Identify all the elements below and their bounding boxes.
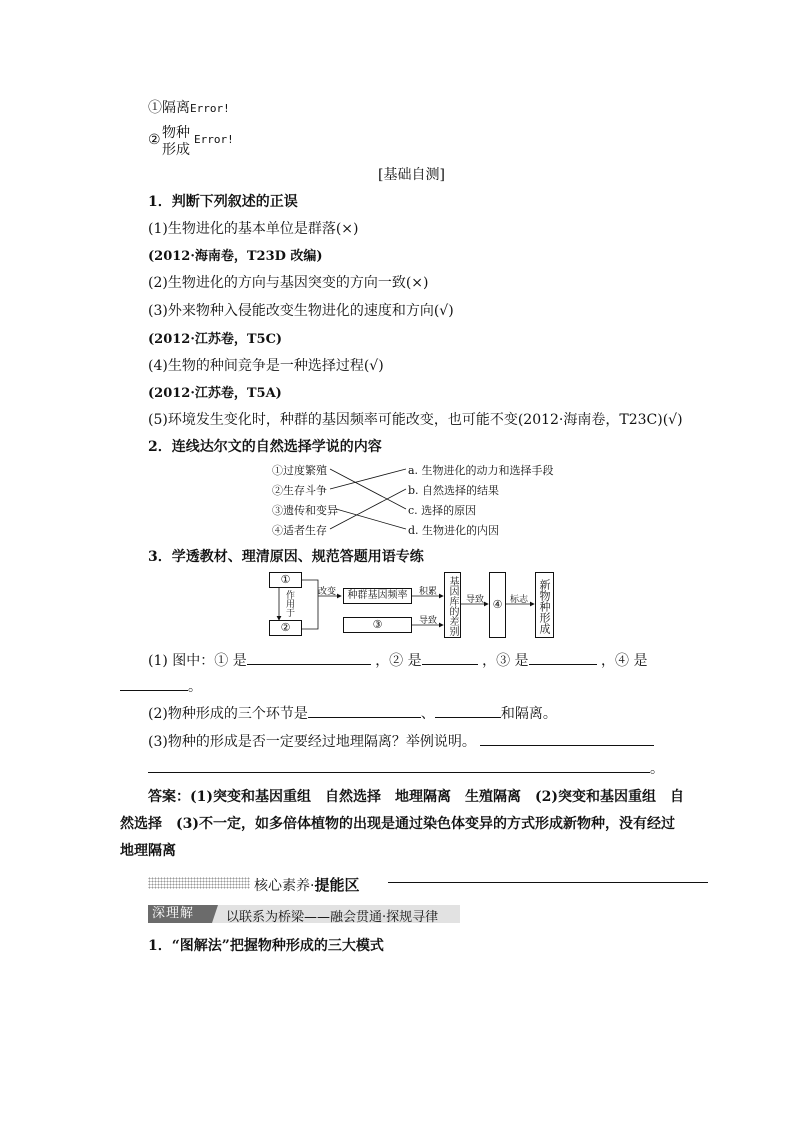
q3-sub3-text: (3)物种的形成是否一定要经过地理隔离？举例说明。 — [148, 734, 476, 750]
diagram-change-label: 改变 — [318, 587, 337, 597]
diagram-lead-label: 导致 — [466, 595, 485, 605]
answer-line-1: 答案：(1)突变和基因重组 自然选择 地理隔离 生殖隔离 (2)突变和基因重组 自 — [148, 789, 684, 805]
banner-dots — [148, 877, 250, 889]
banner-title — [254, 874, 359, 895]
q3-sub1 — [148, 650, 647, 670]
banner-rule — [388, 882, 708, 883]
banner-title-a: 核心素养· — [254, 878, 315, 894]
q2-title: 2．连线达尔文的自然选择学说的内容 — [148, 439, 382, 455]
q3-sub1-a: (1) 图中：① 是 — [148, 653, 247, 669]
diagram-newsp-box: 新物种形成 — [535, 572, 554, 638]
q2-right-item: c. 选择的原因 — [408, 504, 477, 517]
blank-7[interactable] — [480, 731, 654, 746]
diagram-act-label: 作用于 — [284, 590, 294, 617]
deep-tag: 深理解 — [148, 905, 212, 923]
q3-sub1-b: ，② 是 — [375, 653, 422, 669]
blank-3[interactable] — [529, 650, 597, 665]
intro-error-1: Error! — [190, 102, 230, 115]
q2-left-item: ③遗传和变异 — [272, 504, 338, 517]
q3-sub3-end: 。 — [650, 761, 664, 777]
banner-title-b: 提能区 — [314, 876, 360, 894]
blank-2[interactable] — [422, 650, 478, 665]
diagram-box-3: ③ — [343, 617, 412, 633]
blank-5[interactable] — [308, 703, 421, 718]
diagram-box-4: ④ — [489, 572, 506, 638]
q1-item: (4)生物的种间竞争是一种选择过程(√) — [148, 358, 384, 374]
intro-species-bottom: 形成 — [162, 142, 190, 158]
blank-8[interactable] — [148, 758, 650, 773]
diagram-freq-box: 种群基因频率 — [343, 588, 412, 604]
q1-item: (1)生物进化的基本单位是群落(×) — [148, 221, 359, 237]
q2-left-item: ④适者生存 — [272, 524, 327, 537]
q2-right-item: a. 生物进化的动力和选择手段 — [408, 464, 554, 477]
q2-right-item: b. 自然选择的结果 — [408, 484, 500, 497]
q1-source: (2012·江苏卷，T5C) — [148, 332, 283, 347]
q3-sub2-a: (2)物种形成的三个环节是 — [148, 706, 308, 722]
q2-left-item: ②生存斗争 — [272, 484, 327, 497]
intro-species-top: 物种 — [162, 125, 190, 141]
q3-sub3-cont — [148, 758, 664, 778]
diagram-lead-label: 导致 — [419, 616, 438, 626]
q1-item: (3)外来物种入侵能改变生物进化的速度和方向(√) — [148, 303, 454, 319]
section-header: [基础自测] — [378, 167, 445, 183]
q3-sub2 — [148, 703, 557, 723]
q3-sub1-c: ，③ 是 — [482, 653, 529, 669]
answer-line-2: 然选择 (3)不一定，如多倍体植物的出现是通过染色体变异的方式形成新物种，没有经过 — [120, 816, 675, 832]
intro-error-2: Error! — [194, 133, 234, 146]
last-item: 1．“图解法”把握物种形成的三大模式 — [148, 938, 384, 954]
diagram-mark-label: 标志 — [510, 595, 529, 605]
q1-source: (2012·江苏卷，T5A) — [148, 386, 282, 401]
q3-title: 3．学透教材、理清原因、规范答题用语专练 — [148, 549, 424, 565]
diagram-pool-box: 基因库的差别 — [444, 572, 461, 638]
deep-text: 以联系为桥梁——融会贯通·探规寻律 — [226, 910, 439, 925]
q3-sub2-c: 和隔离。 — [500, 706, 557, 722]
diagram-box-2: ② — [269, 620, 302, 636]
intro-num-2: ② — [148, 132, 161, 148]
q3-sub1-end: 。 — [188, 679, 202, 695]
q2-left-item: ①过度繁殖 — [272, 464, 327, 477]
q3-sub3 — [148, 731, 654, 751]
q3-sub1-d: ，④ 是 — [601, 653, 648, 669]
q3-sub1-cont — [120, 676, 202, 696]
q1-item: (5)环境发生变化时，种群的基因频率可能改变，也可能不变(2012·海南卷，T23C)(√) — [148, 412, 683, 428]
blank-4[interactable] — [120, 676, 188, 691]
q1-item: (2)生物进化的方向与基因突变的方向一致(×) — [148, 275, 429, 291]
q3-sub2-b: 、 — [420, 706, 435, 722]
q2-right-item: d. 生物进化的内因 — [408, 524, 500, 537]
blank-6[interactable] — [435, 703, 501, 718]
intro-isolation-label: ①隔离 — [148, 100, 190, 116]
answer-line-3: 地理隔离 — [120, 843, 176, 859]
q1-title: 1．判断下列叙述的正误 — [148, 194, 298, 210]
blank-1[interactable] — [247, 650, 371, 665]
deep-tag-slant — [208, 905, 218, 923]
diagram-accum-label: 积累 — [419, 587, 438, 597]
q1-source: (2012·海南卷，T23D 改编) — [148, 249, 323, 264]
diagram-box-1: ① — [269, 572, 302, 588]
